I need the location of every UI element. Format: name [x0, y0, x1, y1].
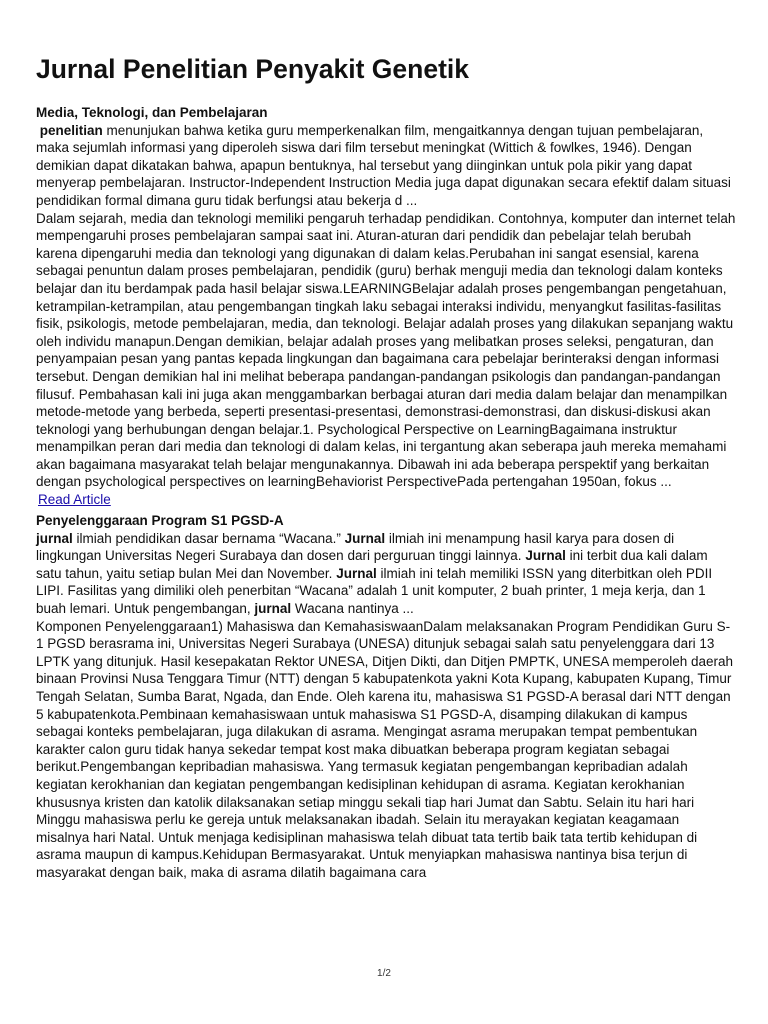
page-number: 1/2 [377, 968, 391, 979]
paragraph-text: menunjukan bahwa ketika guru memperkenalkan film, mengaitkannya dengan tujuan pembelajaran, maka sejumlah informasi yang diperoleh siswa dari film tersebut meningkat (Wittich & fowlkes, 1946). Dengan demikian dapat dikatakan bahwa, apapun bentuknya, hal tersebut yang diinginkan untuk pola pikir yang dapat menyerap pembelajaran. Instructor-Independent Instruction Media juga dapat digunakan secara efektif dalam situasi pendidikan formal dimana guru tidak berfungsi atau bekerja d ... [36, 122, 731, 208]
bold-keyword: Jurnal [525, 548, 566, 564]
paragraph-text: ilmiah ini telah memiliki ISSN yang diterbitkan oleh PDII LIPI. Fasilitas yang dimiliki oleh penerbitan “Wacana” adalah 1 unit komputer, 2 buah printer, 1 meja kerja, dan 1 buah lemari. Untuk pengembangan, [36, 565, 713, 617]
section-media-teknologi [36, 104, 736, 509]
page-title: Jurnal Penelitian Penyakit Genetik [36, 54, 469, 84]
bold-keyword: jurnal [36, 530, 73, 546]
bold-keyword: Jurnal [336, 565, 377, 581]
paragraph-text: ini terbit dua kali dalam satu tahun, yaitu setiap bulan Mei dan November. [36, 548, 708, 581]
section-paragraph: Dalam sejarah, media dan teknologi memiliki pengaruh terhadap pendidikan. Contohnya, komputer dan internet telah mempengaruhi proses pembelajaran sampai saat ini. Aturan-aturan dari pendidik dan pebelajar telah berubah karena dipengaruhi media dan teknologi yang digunakan di dalam kelas.Perubahan ini sangat esensial, karena sebagai penuntun dalam proses pembelajaran, pendidik (guru) berhak menguji media dan teknologi dalam konteks belajar dan itu berdampak pada hasil belajar siswa.LEARNINGBelajar adalah proses pengembangan pengetahuan, ketrampilan-ketrampilan, atau pengembangan tingkah laku sebagai interaksi individu, menyangkut fasilitas-fasilitas fisik, psikologis, metode pembelajaran, media, dan teknologi. Belajar adalah proses yang dilakukan sepanjang waktu oleh individu manapun.Dengan demikian, belajar adalah proses yang melibatkan proses seleksi, pengaturan, dan penyampaian pesan yang pantas kepada lingkungan dan bagaimana cara pebelajar berinteraksi dengan informasi tersebut. Dengan demikian hal ini melihat beberapa pandangan-pandangan psikologis dan pandangan-pandangan filusuf. Pembahasan kali ini juga akan menggambarkan berbagai aturan dari media dalam belajar dan menampilkan metode-metode yang berbeda, seperti presentasi-presentasi, demonstrasi-demonstrasi, dan diskusi-diskusi akan teknologi yang berhubungan dengan belajar.1. Psychological Perspective on LearningBagaimana instruktur menampilkan peran dari media dan teknologi di dalam kelas, ini tergantung akan seberapa jauh mereka memahami akan bagaimana masyarakat telah belajar mengunakannya. Dibawah ini ada beberapa perspektif yang berkaitan dengan psychological perspectives on learningBehaviorist PerspectivePada pertengahan 1950an, fokus ... [36, 210, 736, 490]
document-page [36, 52, 736, 882]
bold-keyword: jurnal [254, 601, 292, 617]
read-article-link[interactable]: Read Article [38, 492, 111, 508]
paragraph-text: ilmiah ini menampung hasil karya para dosen di lingkungan Universitas Negeri Surabaya dan dosen dari perguruan tinggi lainnya. [36, 530, 675, 564]
paragraph-text: Wacana nantinya ... [291, 601, 414, 617]
bold-keyword: penelitian [39, 122, 103, 138]
section-paragraph [36, 122, 736, 210]
section-heading: Media, Teknologi, dan Pembelajaran [36, 105, 268, 120]
section-penyelenggaraan [36, 512, 736, 881]
bold-keyword: Jurnal [344, 530, 386, 546]
section-heading: Penyelenggaraan Program S1 PGSD-A [36, 513, 284, 529]
paragraph-text: ilmiah pendidikan dasar bernama “Wacana.” [72, 530, 345, 546]
section-paragraph [36, 530, 736, 618]
section-paragraph: Komponen Penyelenggaraan1) Mahasiswa dan KemahasiswaanDalam melaksanakan Program Pendidikan Guru S-1 PGSD berasrama ini, Universitas Negeri Surabaya (UNESA) ditunjuk sebagai salah satu penyelenggara dari 13 LPTK yang ditunjuk. Hasil kesepakatan Rektor UNESA, Ditjen Dikti, dan Ditjen PMPTK, UNESA memperoleh daerah binaan Provinsi Nusa Tenggara Timur (NTT) dengan 5 kabupatenkota yakni Kota Kupang, kabupaten Kupang, Timur Tengah Selatan, Sumba Barat, Ngada, dan Ende. Oleh karena itu, mahasiswa S1 PGSD-A berasal dari NTT dengan 5 kabupatenkota.Pembinaan kemahasiswaan untuk mahasiswa S1 PGSD-A, disamping dilakukan di kampus sebagai konteks pembelajaran, juga dilakukan di asrama. Mengingat asrama merupakan tempat pembentukan karakter calon guru tidak hanya sekedar tempat kost maka dibuatkan beberapa program kegiatan sebagai berikut.Pengembangan kepribadian mahasiswa. Yang termasuk kegiatan pengembangan kepribadian adalah kegiatan kerokhanian dan kegiatan pengembangan kedisiplinan kehidupan di asrama. Kegiatan kerokhanian khususnya kristen dan katolik dilaksanakan setiap minggu sekali tiap hari Jumat dan Sabtu. Selain itu hari hari Minggu mahasiswa perlu ke gereja untuk melaksanakan ibadah. Selain itu merayakan kegiatan keagamaan misalnya hari Natal. Untuk menjaga kedisiplinan mahasiswa telah dibuat tata tertib baik tata tertib kehidupan di asrama maupun di kampus.Kehidupan Bermasyarakat. Untuk menyiapkan mahasiswa nantinya bisa terjun di masyarakat dengan baik, maka di asrama dilatih bagaimana cara [36, 618, 734, 880]
